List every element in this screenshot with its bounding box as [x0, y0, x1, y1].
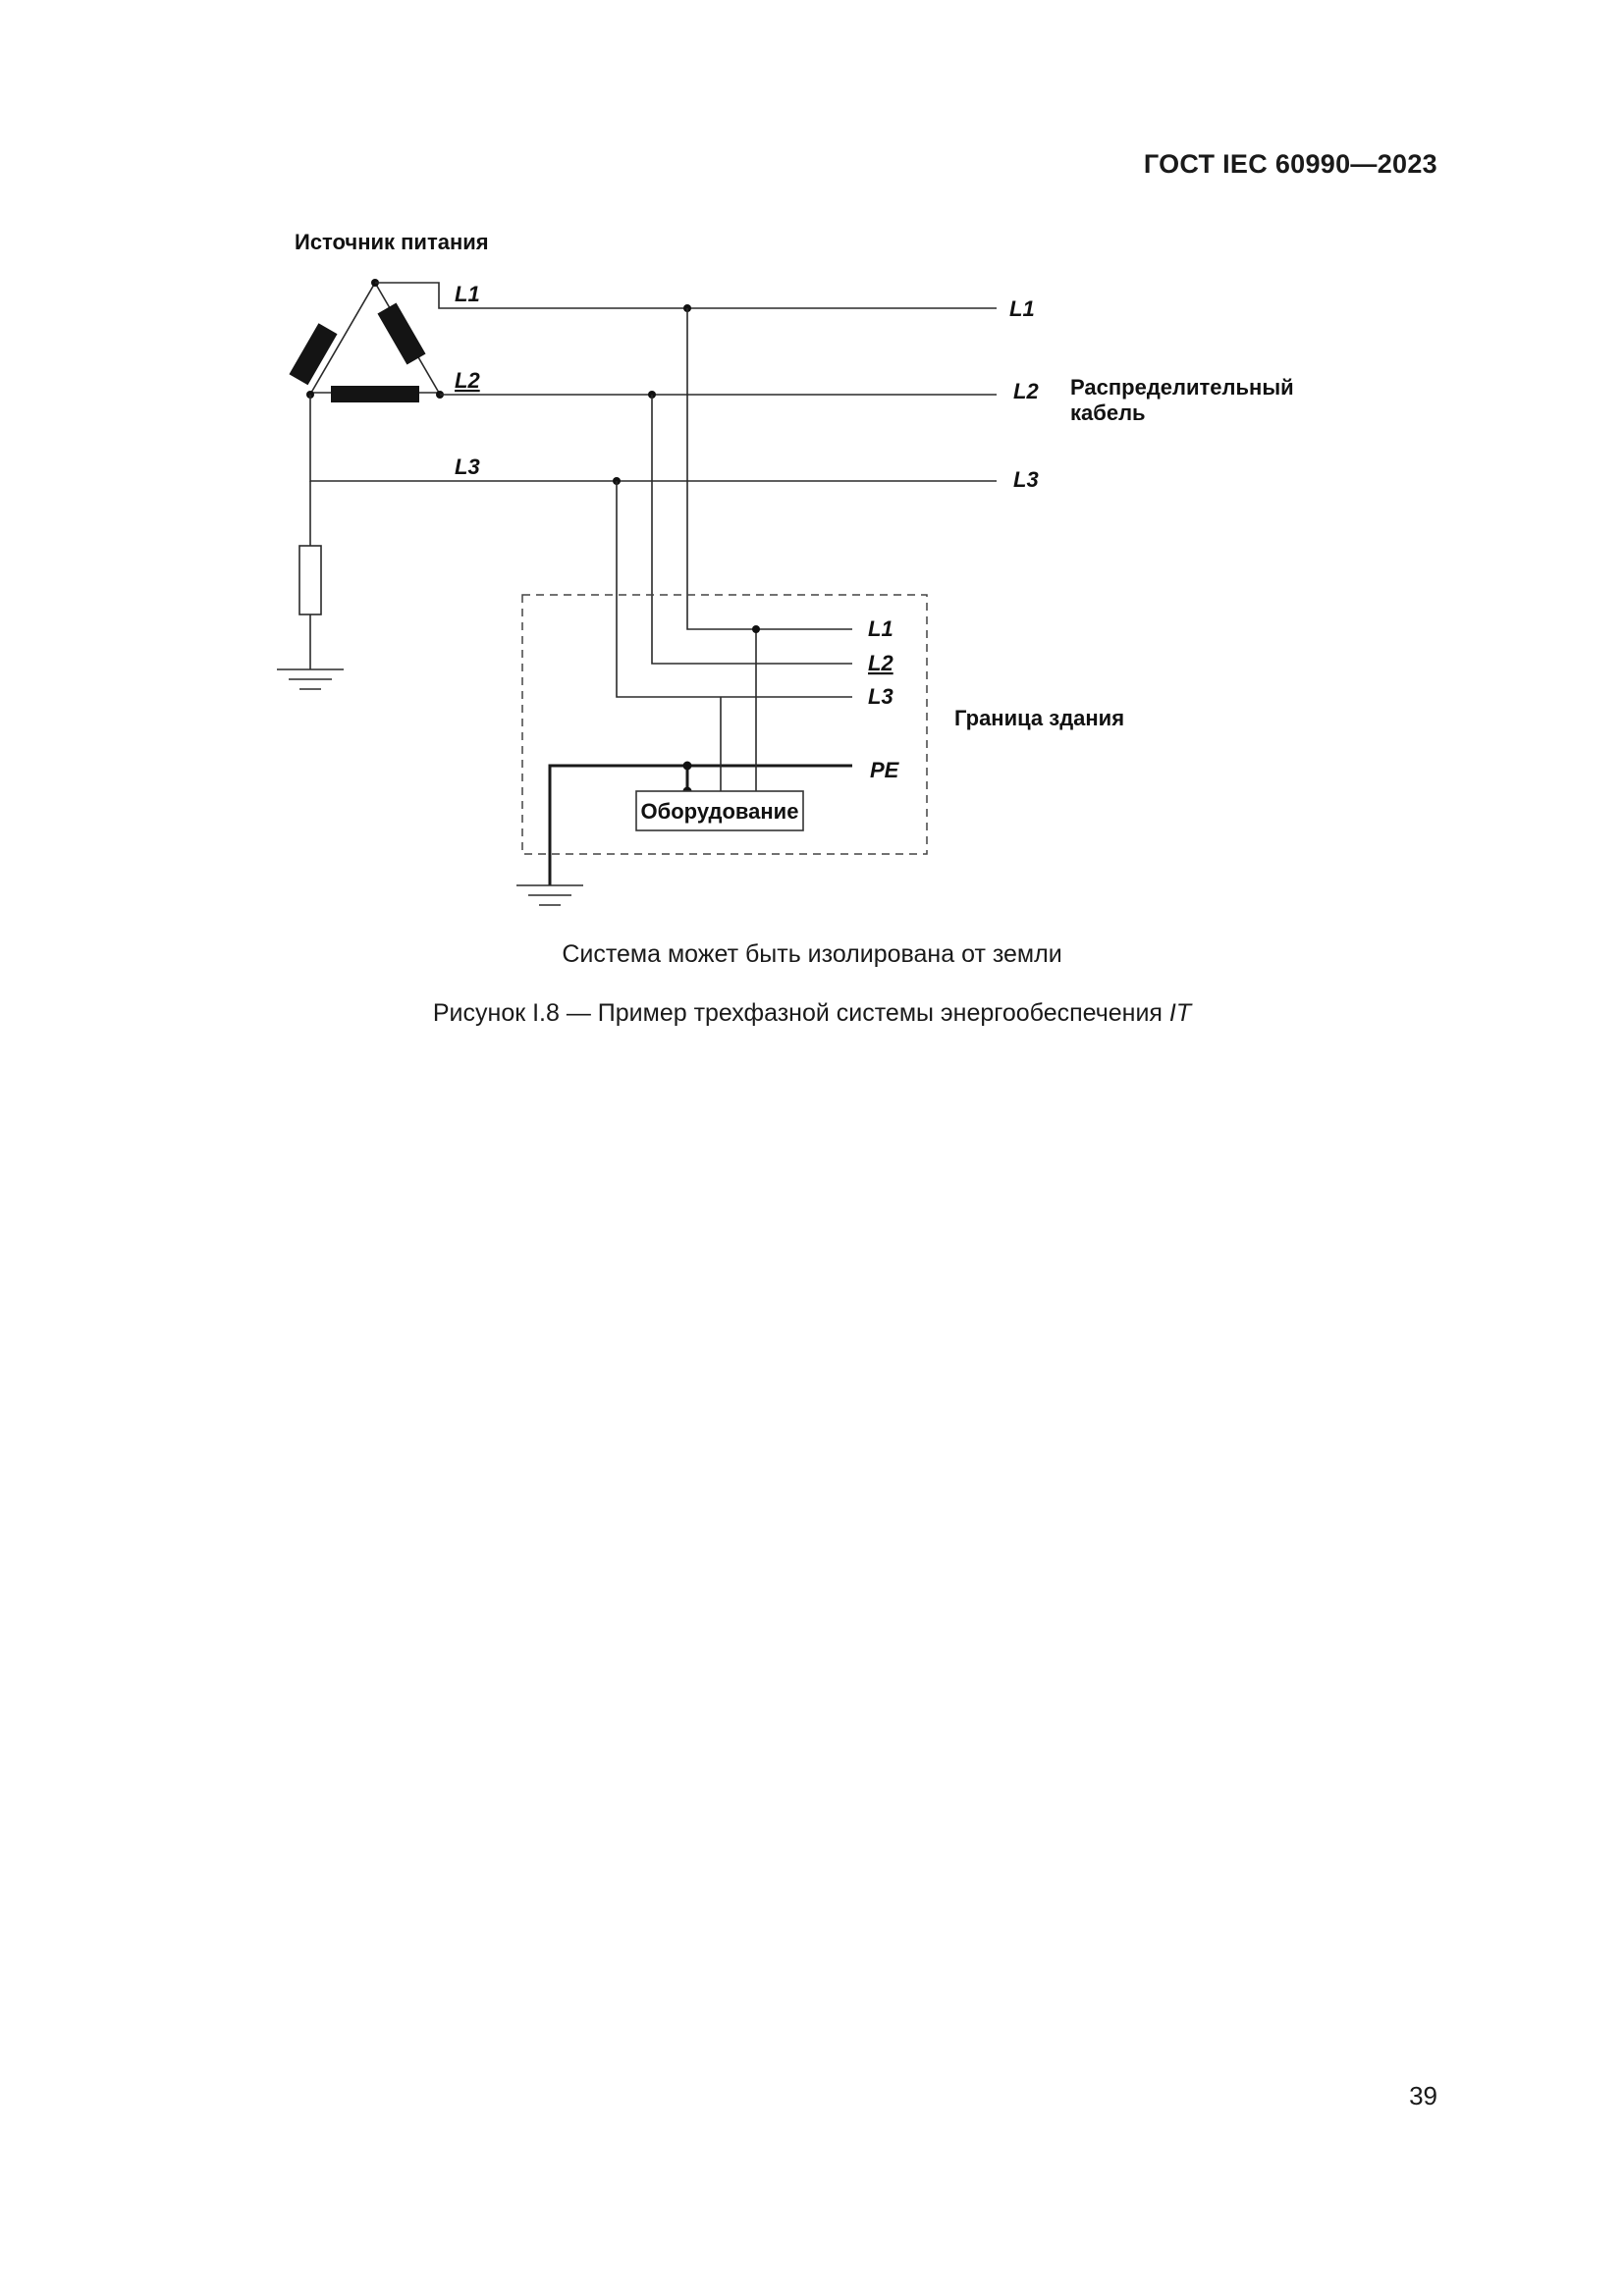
- grounding-impedance: [299, 481, 321, 669]
- source-l3-label: L3: [455, 454, 480, 479]
- line-l3: [310, 395, 997, 481]
- source-label: Источник питания: [295, 230, 489, 254]
- building-boundary-label: Граница здания: [954, 706, 1125, 730]
- figure-caption-prefix: Рисунок I.8 — Пример трехфазной системы энергообеспечения: [432, 999, 1169, 1027]
- drop-l2: [652, 395, 852, 664]
- document-header: ГОСТ IEC 60990—2023: [1143, 149, 1437, 179]
- figure-caption: [0, 999, 1624, 1028]
- building-l3-label: L3: [868, 684, 893, 709]
- cable-label-line1: Распределительный: [1070, 375, 1294, 400]
- it-system-diagram: [0, 0, 1624, 982]
- building-earth-icon: [516, 885, 583, 905]
- source-l2-label: L2: [455, 368, 480, 393]
- source-earth-icon: [277, 669, 344, 689]
- winding-left: [289, 323, 337, 385]
- winding-right: [377, 303, 425, 365]
- note-caption: Система может быть изолирована от земли: [562, 940, 1062, 968]
- delta-transformer-symbol: [289, 279, 444, 402]
- cable-label-line2: кабель: [1070, 400, 1146, 425]
- source-l1-label: L1: [455, 282, 480, 306]
- cable-l3-label: L3: [1013, 467, 1039, 492]
- figure-caption-system: IT: [1168, 999, 1192, 1027]
- cable-l1-label: L1: [1009, 296, 1035, 321]
- building-l2-label: L2: [868, 651, 893, 675]
- winding-bottom: [331, 386, 419, 402]
- impedance-resistor: [299, 546, 321, 614]
- cable-l2-label: L2: [1013, 379, 1039, 403]
- building-l1-label: L1: [868, 616, 893, 641]
- equipment-label: Оборудование: [640, 799, 799, 824]
- page-number: 39: [1409, 2081, 1437, 2110]
- drop-l1: [687, 308, 852, 629]
- building-pe-label: PE: [870, 758, 899, 782]
